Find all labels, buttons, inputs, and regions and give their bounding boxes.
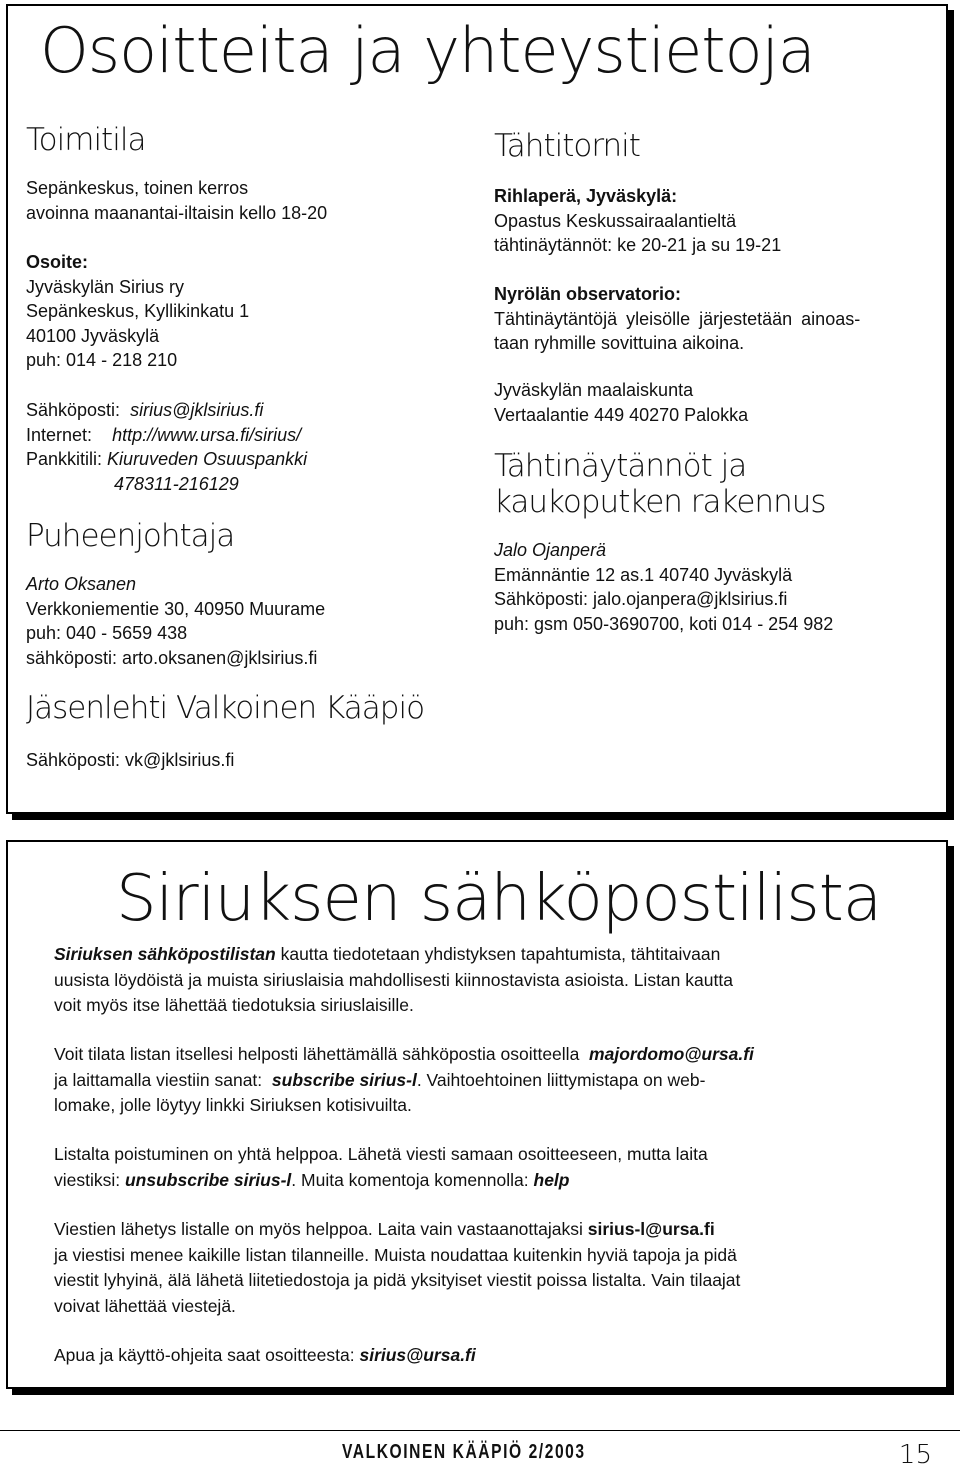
page-title: Osoitteita ja yhteystietoja [40,14,815,87]
nyrola-text: Tähtinäytäntöjä yleisölle järjestetään ainoas- [494,308,861,329]
chairman-heading: Puheenjohtaja [26,518,235,554]
chairman-phone: puh: 040 - 5659 438 [26,623,188,643]
rihlapera-label: Rihlaperä, Jyväskylä: [494,186,678,206]
majordomo-address[interactable]: majordomo@ursa.fi [589,1044,754,1064]
help-command: help [533,1169,570,1190]
observatory-nyrola [494,282,860,356]
footer-rule [0,1430,960,1431]
telescope-heading-line: Tähtinäytännöt ja [494,448,747,484]
paragraph-text: voivat lähettää viestejä. [54,1295,236,1316]
email-label: Sähköposti: [26,400,121,420]
paragraph-text: . Muita komentoja komennolla: [291,1169,534,1190]
help-address[interactable]: sirius@ursa.fi [359,1345,476,1365]
paragraph-text: voit myös itse lähettää tiedotuksia siriuslaisille. [54,995,414,1015]
paragraph-text: uusista löydöistä ja muista siriuslaisia mahdollisesti kiinnostavista asioista. Listan kautta [54,969,733,990]
website-link[interactable]: http://www.ursa.fi/sirius/ [112,424,302,445]
paragraph-text: viestiksi: [54,1169,125,1190]
observatories-heading: Tähtitornit [494,128,640,164]
paragraph-text: lomake, jolle löytyy linkki Siriuksen kotisivuilta. [54,1095,412,1115]
internet-label: Internet: [26,424,93,445]
chairman-address: Verkkoniementie 30, 40950 Muurame [26,598,326,619]
mailing-list-title: Siriuksen sähköpostilista [116,862,882,936]
contact-name: Jalo Ojanperä [494,540,607,560]
address-line: 40100 Jyväskylä [26,325,160,346]
toimitila-details [26,176,327,225]
contact-address: Emännäntie 12 as.1 40740 Jyväskylä [494,564,793,585]
nyrola-street: Vertaalantie 449 40270 Palokka [494,404,749,425]
chairman-email[interactable]: sähköposti: arto.oksanen@jklsirius.fi [26,647,318,668]
telescope-contact [494,538,833,636]
opening-hours: avoinna maanantai-iltaisin kello 18-20 [26,202,328,223]
address-label: Osoite: [26,252,89,272]
observatory-rihlapera [494,184,781,258]
location-line: Sepänkeskus, toinen kerros [26,178,249,198]
paragraph-text: . Vaihtoehtoinen liittymistapa on web- [416,1069,706,1090]
telescope-heading [494,448,826,520]
telescope-heading-line: kaukoputken rakennus [494,484,826,520]
paragraph [54,1343,914,1369]
bank-account: 478311-216129 [114,473,239,494]
chairman-details [26,572,325,670]
paragraph-text: Apua ja käyttö-ohjeita saat osoitteesta: [54,1345,360,1365]
rihlapera-directions: Opastus Keskussairaalantieltä [494,210,737,231]
address-block [26,250,249,373]
address-line: Sepänkeskus, Kyllikinkatu 1 [26,301,250,321]
bank-name: Kiuruveden Osuuspankki [107,449,308,469]
paragraph-text: Listalta poistuminen on yhtä helppoa. Lähetä viesti samaan osoitteeseen, mutta laita [54,1144,708,1164]
rihlapera-hours: tähtinäytännöt: ke 20-21 ja su 19-21 [494,235,782,255]
paragraph-text: viestit lyhyinä, älä lähetä liitetiedostoja ja pidä yksityiset viestit poissa listalta. Vain tilaajat [54,1270,741,1290]
subscribe-command: subscribe sirius-l [271,1069,417,1090]
chairman-name: Arto Oksanen [26,574,137,594]
unsubscribe-command: unsubscribe sirius-l [124,1169,292,1190]
list-address[interactable]: sirius-l@ursa.fi [587,1219,715,1239]
toimitila-heading: Toimitila [26,122,146,158]
address-line: Jyväskylän Sirius ry [26,276,185,297]
paragraph-text: kautta tiedotetaan yhdistyksen tapahtumista, tähtitaivaan [275,944,721,964]
paragraph [54,1142,914,1193]
paragraph [54,1217,914,1319]
email-link[interactable]: sirius@jklsirius.fi [130,400,264,420]
contact-block [26,398,307,496]
paragraph-text: ja laittamalla viestiin sanat: [54,1069,268,1090]
magazine-heading: Jäsenlehti Valkoinen Kääpiö [26,690,425,726]
contact-phone: puh: gsm 050-3690700, koti 014 - 254 982 [494,613,834,634]
paragraph-text: Viestien lähetys listalle on myös helppoa. Laita vain vastaanottajaksi [54,1219,588,1239]
bank-label: Pankkitili: [26,449,103,469]
nyrola-text: taan ryhmille sovittuina aikoina. [494,333,745,353]
contact-email[interactable]: Sähköposti: jalo.ojanpera@jklsirius.fi [494,589,788,609]
publication-name: VALKOINEN KÄÄPIÖ 2/2003 [342,1441,586,1463]
paragraph-text: Voit tilata listan itsellesi helposti lähettämällä sähköpostia osoitteella [54,1044,585,1064]
page-number: 15 [898,1440,932,1470]
phone-number: puh: 014 - 218 210 [26,350,178,370]
nyrola-label: Nyrölän observatorio: [494,284,682,304]
list-name: Siriuksen sähköpostilistan [54,944,276,964]
paragraph [54,1042,914,1119]
paragraph-text: ja viestisi menee kaikille listan tilanneille. Muista noudattaa kuitenkin hyviä tapoja ja pidä [54,1244,737,1265]
nyrola-address [494,378,748,427]
paragraph [54,942,914,1019]
nyrola-municipality: Jyväskylän maalaiskunta [494,380,694,400]
magazine-email[interactable]: Sähköposti: vk@jklsirius.fi [26,750,235,770]
